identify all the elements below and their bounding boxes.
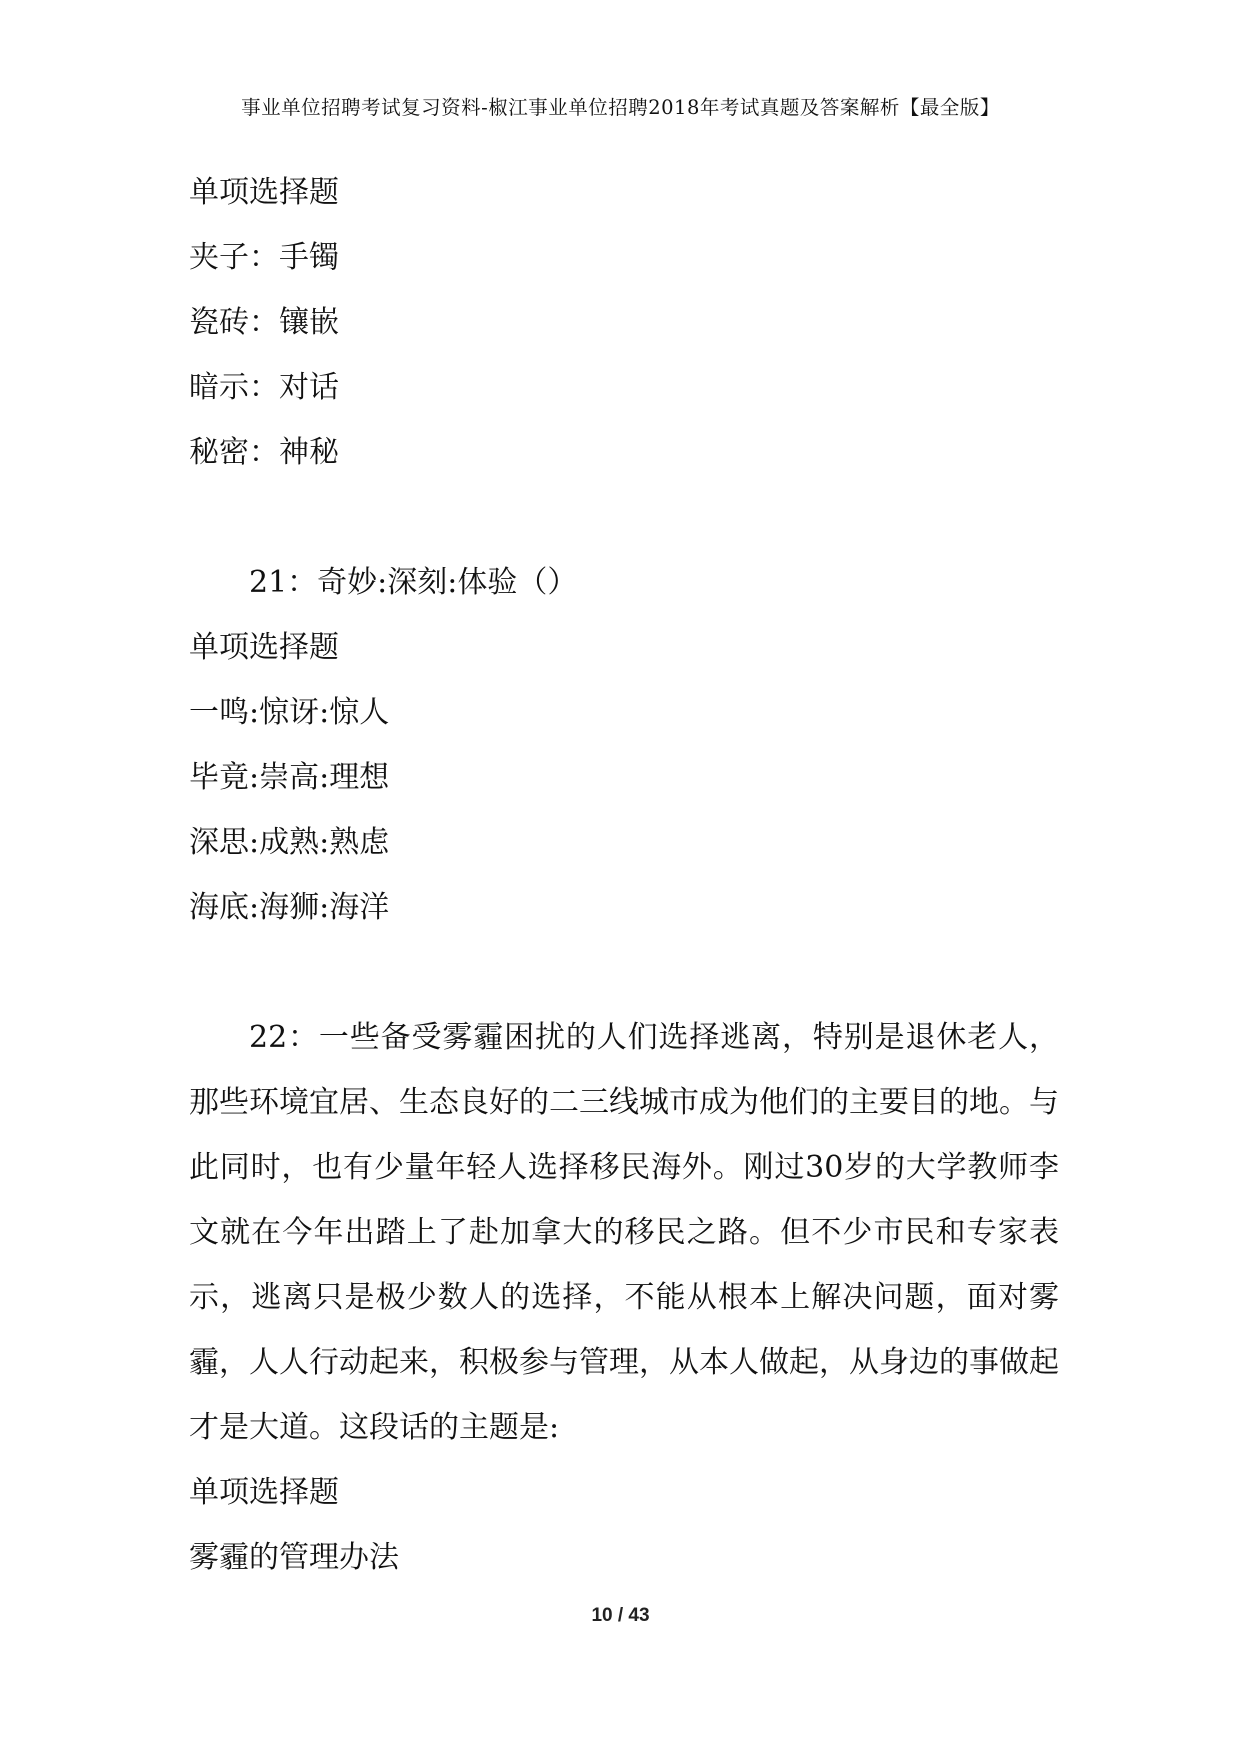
answer-option: 一鸣:惊讶:惊人	[189, 695, 390, 730]
answer-option: 秘密：神秘	[189, 435, 339, 470]
question-text: 21：奇妙:深刻:体验（）	[249, 565, 578, 600]
spacer	[189, 485, 1059, 550]
spacer	[189, 940, 1059, 1005]
answer-option: 夹子：手镯	[189, 240, 339, 275]
question-type-label: 单项选择题	[189, 1475, 339, 1510]
page-number: 10 / 43	[591, 1605, 650, 1626]
answer-option: 毕竟:崇高:理想	[189, 760, 390, 795]
question-text: 22：一些备受雾霾困扰的人们选择逃离，特别是退休老人，那些环境宜居、生态良好的二三线城市成为他们的主要目的地。与此同时，也有少量年轻人选择移民海外。刚过30岁的大学教师李文就在今年出踏上了赴加拿大的移民之路。但不少市民和专家表示，逃离只是极少数人的选择，不能从根本上解决问题，面对雾霾，人人行动起来，积极参与管理，从本人做起，从身边的事做起才是大道。这段话的主题是:	[189, 1020, 1059, 1445]
question-type-label: 单项选择题	[189, 175, 339, 210]
document-body	[189, 160, 1059, 1590]
answer-option: 暗示：对话	[189, 370, 339, 405]
answer-option: 海底:海狮:海洋	[189, 890, 390, 925]
page-header: 事业单位招聘考试复习资料-椒江事业单位招聘2018年考试真题及答案解析【最全版】	[241, 96, 1000, 119]
question-type-label: 单项选择题	[189, 630, 339, 665]
answer-option: 瓷砖：镶嵌	[189, 305, 339, 340]
answer-option: 深思:成熟:熟虑	[189, 825, 390, 860]
answer-option: 雾霾的管理办法	[189, 1540, 399, 1575]
